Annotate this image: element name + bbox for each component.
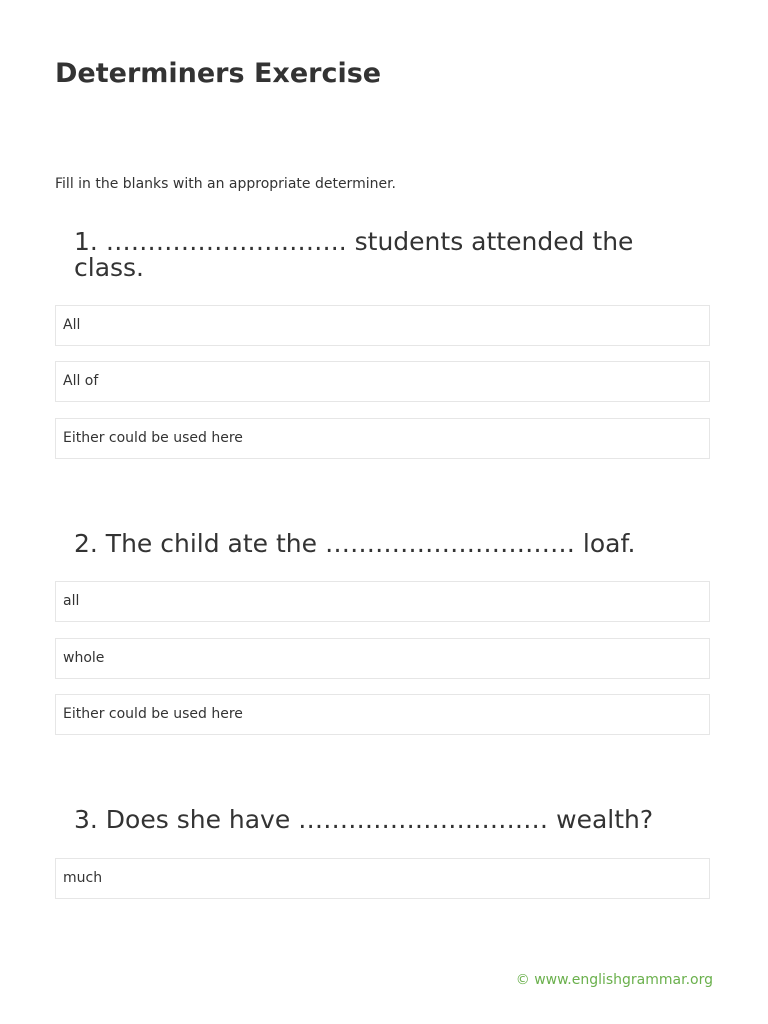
question-2: 2. The child ate the ………………………… loaf. (74, 529, 636, 558)
question-3: 3. Does she have ………………………… wealth? (74, 805, 654, 834)
answer-option[interactable]: whole (55, 638, 710, 679)
copyright-link[interactable]: © www.englishgrammar.org (515, 972, 713, 988)
page-title: Determiners Exercise (55, 58, 382, 89)
question-1: 1. ……………………….. students attended the class. (74, 227, 634, 282)
answer-option[interactable]: Either could be used here (55, 418, 710, 459)
answer-option[interactable]: All of (55, 361, 710, 402)
answer-option[interactable]: All (55, 305, 710, 346)
answer-option[interactable]: much (55, 858, 710, 899)
answer-option[interactable]: Either could be used here (55, 694, 710, 735)
exercise-instruction: Fill in the blanks with an appropriate determiner. (55, 176, 397, 192)
answer-option[interactable]: all (55, 581, 710, 622)
